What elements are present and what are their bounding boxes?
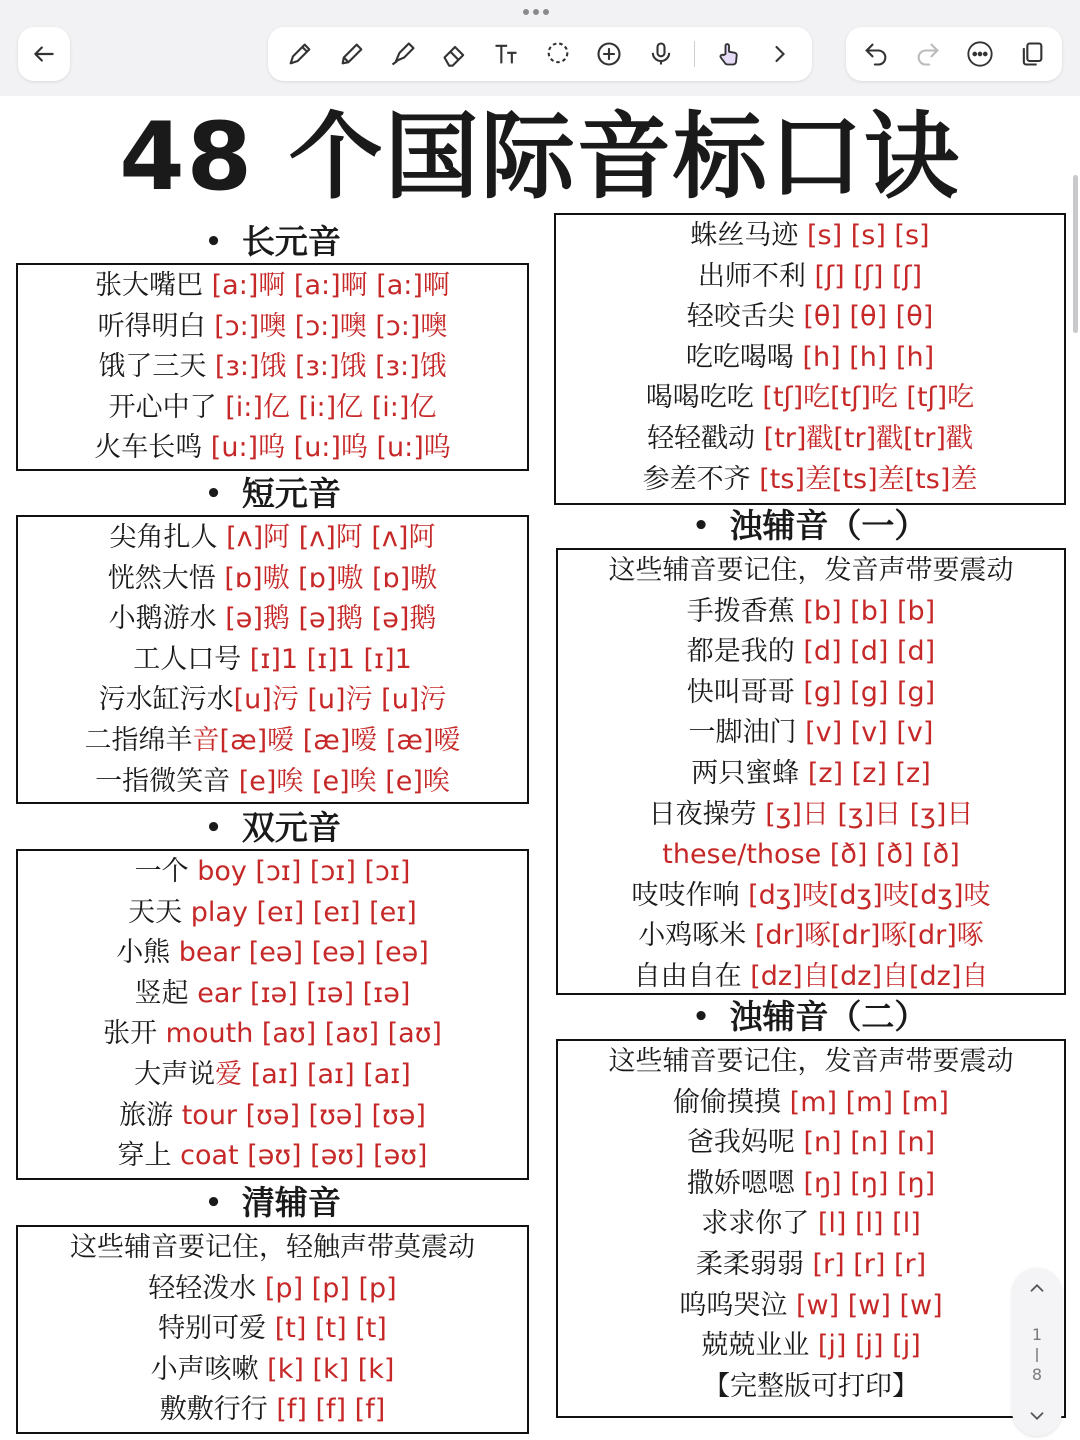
current-page: 1 [1031,1325,1043,1344]
phonetic-line [18,1014,527,1055]
line-mnemonic: 撒娇嗯嗯 [686,1167,804,1199]
line-mnemonic: 出师不利 [697,260,815,292]
line-phonetics: [k] [k] [k] [267,1353,395,1385]
line-phonetics: [ɒ]嗷 [ɒ]嗷 [ɒ]嗷 [224,562,438,594]
line-mnemonic: 特别可爱 [158,1313,275,1345]
line-phonetics: [dʒ]吱[dʒ]吱[dʒ]吱 [748,879,991,911]
line-mnemonic: 竖起 [134,977,198,1009]
line-phonetics: [u:]呜 [u:]呜 [u:]呜 [210,432,451,464]
line-mnemonic: 呜呜哭泣 [679,1289,796,1321]
line-phonetics: [r] [r] [r] [812,1248,927,1280]
add-shape-icon [595,40,623,68]
line-phonetics: [tr]戳[tr]戳[tr]戳 [763,422,973,454]
box-voiceless [16,1225,529,1434]
phonetic-line [556,297,1064,338]
phonetic-line [18,518,527,559]
heading-voiced-2: • 浊辅音（二） [692,997,928,1036]
line-mnemonic: 一脚油门 [688,717,806,749]
line-mnemonic: 参差不齐 [642,463,760,495]
phonetic-line [18,307,527,348]
line-phonetics: [ŋ] [ŋ] [ŋ] [803,1167,936,1199]
highlighter-icon [389,40,417,68]
window-grabber[interactable] [523,9,549,15]
phonetic-line [18,721,527,762]
phonetic-line [558,876,1064,917]
phonetic-line [556,419,1064,460]
edit-actions [846,27,1062,81]
line-phonetics: bear [eə] [eə] [eə] [178,937,429,969]
line-phonetics: [z] [z] [z] [807,757,931,789]
line-mnemonic: 这些辅音要记住，发音声带要震动 [608,1046,1014,1077]
box-voiced-2 [556,1039,1066,1418]
line-mnemonic: 都是我的 [686,636,804,668]
line-phonetics: [ʒ]日 [ʒ]日 [ʒ]日 [765,798,974,830]
page-indicator [1012,1268,1062,1436]
chevron-down-icon [1026,1405,1048,1427]
line-phonetics: [f] [f] [f] [276,1394,386,1426]
box-long-vowels [16,263,529,471]
line-mnemonic: 求求你了 [701,1208,818,1240]
more-tools-button[interactable] [762,36,798,72]
chevron-right-icon [766,40,794,68]
line-mnemonic: 这些辅音要记住，轻触声带莫震动 [70,1232,475,1263]
line-mnemonic: 饿了三天 [98,351,215,383]
line-phonetics: [ɔ:]噢 [ɔ:]噢 [ɔ:]噢 [214,310,448,342]
line-phonetics: [ɜ:]饿 [ɜ:]饿 [ɜ:]饿 [214,351,447,383]
line-mnemonic: 张开 [103,1018,166,1050]
line-phonetics: [h] [h] [h] [802,341,935,373]
pointer-hand-icon [715,40,743,68]
phonetic-line [18,974,527,1015]
phonetic-line [558,1367,1064,1408]
line-phonetics: [n] [n] [n] [803,1127,936,1159]
phonetic-line [558,916,1064,957]
line-phonetics: [v] [v] [v] [805,717,934,749]
line-phonetics: [p] [p] [p] [264,1272,397,1304]
line-mnemonic: 日夜操劳 [648,798,766,830]
phonetic-line [18,1055,527,1096]
pen-tool-button[interactable] [282,36,318,72]
line-mnemonic: 张大嘴巴 [95,270,212,301]
line-phonetics: ear [ɪə] [ɪə] [ɪə] [197,977,411,1009]
line-phonetics: [t] [t] [t] [274,1313,387,1345]
box-short-vowels [16,515,529,804]
phonetic-line [18,1350,527,1391]
phonetic-line [18,933,527,974]
box-voiceless-continued [554,213,1066,505]
line-phonetics: [θ] [θ] [θ] [803,301,934,333]
line-phonetics: [a:]啊 [a:]啊 [a:]啊 [211,270,450,301]
phonetic-line [556,460,1064,501]
phonetic-line [18,1096,527,1137]
phonetic-line [558,754,1064,795]
phonetic-line [558,713,1064,754]
phonetic-line [18,388,527,429]
undo-button[interactable] [858,36,894,72]
line-mnemonic: 一个 [134,856,198,887]
line-phonetics: [b] [b] [b] [803,595,936,627]
phonetic-line [558,1042,1064,1083]
heading-voiced-1: • 浊辅音（一） [692,506,928,545]
line-phonetics: boy [ɔɪ] [ɔɪ] [ɔɪ] [197,856,411,887]
phonetic-line [18,1390,527,1431]
phonetic-line [556,257,1064,298]
phonetic-line [558,835,1064,876]
line-mnemonic: 火车长鸣 [94,432,211,464]
line-mnemonic: 小声咳嗽 [150,1353,268,1385]
lasso-icon [544,40,572,68]
heading-short-vowels: • 短元音 [205,474,341,513]
line-mnemonic: 小熊 [116,937,179,969]
phonetic-line [558,673,1064,714]
line-phonetics: [ə]鹅 [ə]鹅 [ə]鹅 [225,603,437,635]
phonetic-line [18,680,527,721]
line-phonetics: [s] [s] [s] [807,220,930,251]
phonetic-line [558,1286,1064,1327]
phonetic-line [558,795,1064,836]
line-mnemonic: 恍然大悟 [107,562,225,594]
line-mnemonic: 吃吃喝喝 [685,341,803,373]
line-mnemonic: 穿上 [117,1140,181,1172]
line-phonetics: [d] [d] [d] [803,636,936,668]
add-shape-button[interactable] [591,36,627,72]
line-mnemonic: 轻咬舌尖 [686,301,804,333]
total-pages: 8 [1031,1365,1043,1384]
line-mnemonic: 尖角扎人 [109,522,227,553]
line-phonetics: 音[æ]嗳 [æ]嗳 [æ]嗳 [192,724,461,756]
line-mnemonic: 天天 [128,896,191,928]
phonetic-line [558,1245,1064,1286]
line-mnemonic: 蛛丝马迹 [690,220,807,251]
pages-button[interactable] [1014,36,1050,72]
text-tool-icon [492,40,520,68]
phonetic-line [18,1269,527,1310]
line-phonetics: [e]唉 [e]唉 [e]唉 [238,765,450,797]
heading-long-vowels: • 长元音 [205,222,341,261]
drawing-tools [268,27,812,81]
pointer-hand-button[interactable] [711,36,747,72]
pen-icon [286,40,314,68]
line-mnemonic: 小鸡啄米 [638,920,755,952]
line-phonetics: play [eɪ] [eɪ] [eɪ] [190,896,417,928]
line-mnemonic: 【完整版可打印】 [703,1370,919,1402]
box-diphthongs [16,849,529,1180]
redo-icon [914,40,942,68]
pencil-icon [338,40,366,68]
line-mnemonic: 工人口号 [133,643,250,675]
phonetic-line [18,599,527,640]
line-mnemonic: 轻轻泼水 [148,1272,265,1304]
phonetic-line [18,1309,527,1350]
line-mnemonic: 自由自在 [633,960,751,992]
phonetic-line [18,266,527,307]
phonetic-line [18,640,527,681]
line-mnemonic: 旅游 [119,1099,182,1131]
line-phonetics: [u]污 [u]污 [u]污 [233,684,447,716]
line-mnemonic: 快叫哥哥 [686,676,804,708]
line-mnemonic: 喝喝吃吃 [645,382,763,414]
copy-pages-icon [1018,40,1046,68]
line-mnemonic: 开心中了 [108,391,226,423]
phonetic-line [18,428,527,469]
page-divider [1036,1348,1038,1362]
line-mnemonic: 爸我妈呢 [686,1127,804,1159]
line-phonetics: [tʃ]吃[tʃ]吃 [tʃ]吃 [762,382,975,414]
scroll-indicator[interactable] [1073,175,1078,333]
eraser-icon [441,40,469,68]
line-phonetics: [w] [w] [w] [795,1289,943,1321]
line-phonetics: [i:]亿 [i:]亿 [i:]亿 [225,391,437,423]
line-mnemonic: 吱吱作响 [631,879,749,911]
more-icon [966,40,994,68]
line-phonetics: [m] [m] [m] [789,1086,949,1118]
line-phonetics: mouth [aʊ] [aʊ] [aʊ] [165,1018,442,1050]
microphone-icon [647,40,675,68]
box-voiced-1 [556,548,1066,995]
phonetic-line [18,347,527,388]
line-phonetics: [ʌ]阿 [ʌ]阿 [ʌ]阿 [226,522,436,553]
phonetic-line [558,1326,1064,1367]
line-phonetics: 爱 [aɪ] [aɪ] [aɪ] [215,1058,411,1090]
undo-icon [862,40,890,68]
phonetic-line [556,378,1064,419]
phonetic-line [18,762,527,803]
line-phonetics: [ts]差[ts]差[ts]差 [759,463,978,495]
line-mnemonic: 这些辅音要记住，发音声带要震动 [608,555,1014,586]
phonetic-line [558,1204,1064,1245]
line-phonetics: [j] [j] [j] [817,1330,921,1362]
line-mnemonic: 敷敷行行 [159,1394,277,1426]
back-button[interactable] [18,27,70,81]
page-up-button[interactable] [1012,1268,1062,1300]
line-phonetics: these/those [ð] [ð] [ð] [662,839,960,871]
line-mnemonic: 轻轻戳动 [647,422,764,454]
line-mnemonic: 柔柔弱弱 [695,1248,813,1280]
arrow-left-icon [31,41,57,67]
line-mnemonic: 偷偷摸摸 [673,1086,790,1118]
line-mnemonic: 大声说 [134,1058,216,1090]
line-mnemonic: 兢兢业业 [701,1330,818,1362]
line-phonetics: [ɪ]1 [ɪ]1 [ɪ]1 [249,643,412,675]
line-phonetics: coat [əʊ] [əʊ] [əʊ] [180,1140,428,1172]
heading-voiceless: • 清辅音 [205,1183,341,1222]
line-phonetics: [g] [g] [g] [803,676,936,708]
phonetic-line [18,852,527,893]
phonetic-line [556,216,1064,257]
phonetic-line [558,957,1064,998]
line-mnemonic: 两只蜜蜂 [691,757,808,789]
line-mnemonic: 污水缸污水 [98,684,234,716]
pencil-tool-button[interactable] [334,36,370,72]
top-toolbar [0,0,1080,96]
phonetic-line [558,1083,1064,1124]
phonetic-line [558,632,1064,673]
phonetic-line [558,551,1064,592]
text-tool-button[interactable] [488,36,524,72]
eraser-tool-button[interactable] [437,36,473,72]
line-phonetics: tour [ʊə] [ʊə] [ʊə] [181,1099,426,1131]
line-phonetics: [dz]自[dz]自[dz]自 [750,960,989,992]
highlighter-tool-button[interactable] [385,36,421,72]
line-phonetics: [ʃ] [ʃ] [ʃ] [814,260,923,292]
phonetic-line [18,1136,527,1177]
line-mnemonic: 手拨香蕉 [686,595,804,627]
lasso-tool-button[interactable] [540,36,576,72]
page-title: 48 个国际音标口诀 [119,103,961,212]
phonetic-line [558,592,1064,633]
microphone-button[interactable] [643,36,679,72]
line-mnemonic: 一指微笑音 [95,765,239,797]
phonetic-line [558,1123,1064,1164]
line-mnemonic: 小鹅游水 [108,603,226,635]
phonetic-line [18,1228,527,1269]
heading-diphthongs: • 双元音 [205,808,341,847]
page-down-button[interactable] [1012,1396,1062,1428]
line-phonetics: [dr]啄[dr]啄[dr]啄 [754,920,984,952]
phonetic-line [558,1164,1064,1205]
phonetic-line [18,893,527,934]
phonetic-line [556,338,1064,379]
line-mnemonic: 听得明白 [97,310,215,342]
more-options-button[interactable] [962,36,998,72]
phonetic-line [18,559,527,600]
line-phonetics: [l] [l] [l] [817,1208,921,1240]
chevron-up-icon [1026,1277,1048,1299]
toolbar-divider [694,41,695,67]
redo-button[interactable] [910,36,946,72]
line-mnemonic: 二指绵羊 [84,724,193,756]
